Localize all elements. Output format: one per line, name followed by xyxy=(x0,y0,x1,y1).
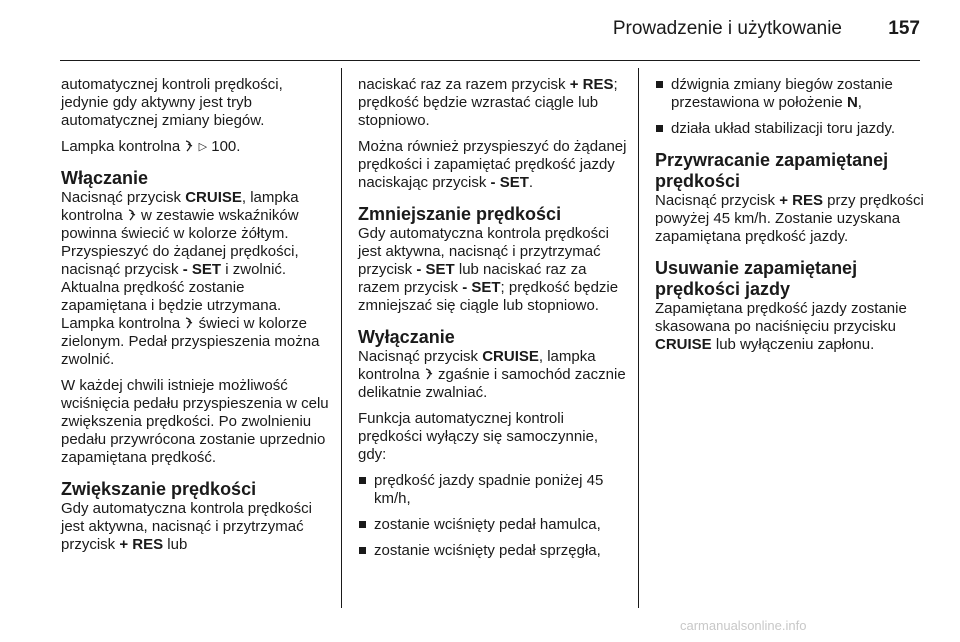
set-key-label: - SET xyxy=(182,261,222,278)
section-clear-text: Zapamiętana prędkość jazdy zostanie skasowana po naciśnięciu przycisku CRUISE lub wyłączeniu zapłonu. xyxy=(655,300,907,353)
section-decrease-text: Gdy automatyczna kontrola prędkości jest aktywna, nacisnąć i przytrzymać przycisk - SET lub naciskać raz za razem przycisk - SET; prędkość będzie zmniejszać się ciągle lub stopniowo. xyxy=(358,225,619,314)
column-divider-2 xyxy=(638,68,639,608)
header-divider xyxy=(60,60,920,61)
section-restore-text: Nacisnąć przycisk + RES przy prędkości powyżej 45 km/h. Zostanie uzyskana zapamiętana prędkość jazdy. xyxy=(655,192,924,245)
gear-position-label: N xyxy=(846,94,858,111)
section-title-restore: Przywracanie zapamiętanej prędkości xyxy=(655,150,889,191)
column-1 xyxy=(61,76,333,562)
list-item: działa układ stabilizacji toru jazdy. xyxy=(655,120,927,138)
list-item: prędkość jazdy spadnie poniżej 45 km/h, xyxy=(358,472,630,508)
cruise-control-lamp-icon xyxy=(184,140,194,152)
section-increase-text: Gdy automatyczna kontrola prędkości jest aktywna, nacisnąć i przytrzymać przycisk + RES lub xyxy=(61,500,312,553)
section-title-enable: Włączanie xyxy=(61,168,149,188)
site-watermark: carmanualsonline.info xyxy=(680,618,807,633)
section-enable-text-2: W każdej chwili istnieje możliwość wciśnięcia pedału przyspieszenia w celu zwiększenia prędkości. Po zwolnieniu pedału przywrócona zostanie uprzednio zapamiętana prędkość. xyxy=(61,377,329,466)
intro-continued: automatycznej kontroli prędkości, jedynie gdy aktywny jest tryb automatycznej zmiany biegów. xyxy=(61,76,283,129)
set-key-label: - SET xyxy=(490,174,529,191)
section-disable-text-2: Funkcja automatycznej kontroli prędkości wyłączy się samoczynnie, gdy: xyxy=(358,410,599,463)
section-title-increase: Zwiększanie prędkości xyxy=(61,479,257,499)
set-key-label: - SET xyxy=(416,261,455,278)
cruise-key-label: CRUISE xyxy=(655,336,712,353)
section-increase-text-2: Można również przyspieszyć do żądanej prędkości i zapamiętać prędkość jazdy naciskając przycisk - SET. xyxy=(358,138,627,191)
cruise-control-lamp-icon xyxy=(184,317,194,329)
lamp-reference: Lampka kontrolna ▷ 100. xyxy=(61,138,241,155)
section-title-clear: Usuwanie zapamiętanej prędkości jazdy xyxy=(655,258,858,299)
list-item: dźwignia zmiany biegów zostanie przestawiona w położenie N, xyxy=(655,76,927,112)
auto-disable-list xyxy=(358,472,630,560)
cruise-key-label: CRUISE xyxy=(185,189,242,206)
column-divider-1 xyxy=(341,68,342,608)
page-header-title: Prowadzenie i użytkowanie xyxy=(612,18,842,39)
page-number: 157 xyxy=(888,18,920,39)
cruise-control-lamp-icon xyxy=(127,209,137,221)
res-key-label: + RES xyxy=(779,192,823,209)
list-item: zostanie wciśnięty pedał hamulca, xyxy=(358,516,630,534)
cruise-key-label: CRUISE xyxy=(482,348,539,365)
res-key-label: + RES xyxy=(569,76,614,93)
column-2 xyxy=(358,76,630,568)
res-key-label: + RES xyxy=(119,536,164,553)
set-key-label: - SET xyxy=(462,279,501,296)
section-enable-text: Nacisnąć przycisk CRUISE, lampka kontrolna w zestawie wskaźników powinna świecić w kolorze żółtym. Przyspieszyć do żądanej prędkości, nacisnąć przycisk - SET i zwolnić. Aktualna prędkość zostanie zapamiętana i będzie utrzymana. Lampka kontrolna świeci w kolorze zielonym. Pedał przyspieszenia można zwolnić. xyxy=(61,189,320,368)
page-reference-triangle-icon: ▷ xyxy=(198,141,208,153)
cruise-control-lamp-icon xyxy=(424,368,434,380)
section-disable-text: Nacisnąć przycisk CRUISE, lampka kontrolna zgaśnie i samochód zacznie delikatnie zwalniać. xyxy=(358,348,626,401)
auto-disable-list-continued xyxy=(655,76,927,138)
section-title-disable: Wyłączanie xyxy=(358,327,455,347)
column-3 xyxy=(655,76,927,362)
section-increase-continued: naciskać raz za razem przycisk + RES; prędkość będzie wzrastać ciągle lub stopniowo. xyxy=(358,76,618,129)
section-title-decrease: Zmniejszanie prędkości xyxy=(358,204,562,224)
list-item: zostanie wciśnięty pedał sprzęgła, xyxy=(358,542,630,560)
